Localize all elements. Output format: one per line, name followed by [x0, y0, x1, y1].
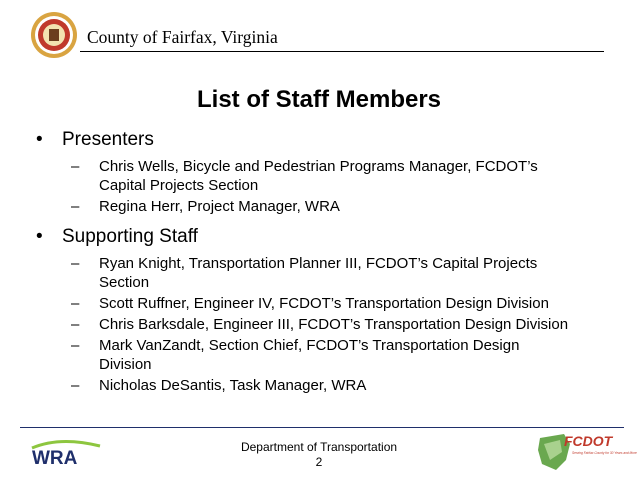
staff-member-text: Chris Wells, Bicycle and Pedestrian Programs Manager, FCDOT’s [99, 158, 538, 175]
staff-member-item [28, 336, 608, 374]
header-divider [80, 51, 604, 52]
staff-member-text: Section [99, 274, 150, 291]
dash-icon: – [71, 198, 80, 215]
page-number: 2 [315, 455, 323, 469]
fcdot-logo-text: FCDOT [564, 433, 613, 449]
dash-icon: – [71, 295, 80, 312]
dash-icon: – [71, 377, 80, 394]
county-name: County of Fairfax, Virginia [87, 27, 278, 47]
section-heading [28, 129, 608, 151]
wra-logo-text: WRA [32, 448, 78, 469]
dash-icon: – [71, 337, 80, 354]
staff-list [28, 129, 608, 395]
staff-member-item [28, 157, 608, 195]
section-heading-text: Supporting Staff [62, 226, 198, 247]
footer-divider [20, 427, 624, 428]
bullet-icon: • [36, 226, 43, 247]
staff-member-item [28, 294, 608, 313]
bullet-icon: • [36, 129, 43, 150]
staff-member-text: Capital Projects Section [99, 177, 259, 194]
staff-member-text: Mark VanZandt, Section Chief, FCDOT’s Transportation Design [99, 337, 520, 354]
staff-member-text: Ryan Knight, Transportation Planner III, FCDOT’s Capital Projects [99, 255, 538, 272]
slide-title: List of Staff Members [196, 86, 442, 113]
county-seal-icon [30, 11, 78, 59]
staff-member-text: Scott Ruffner, Engineer IV, FCDOT’s Transportation Design Division [99, 295, 549, 312]
staff-member-item [28, 376, 608, 395]
fcdot-logo-icon [536, 430, 637, 474]
dash-icon: – [71, 158, 80, 175]
staff-member-text: Division [99, 356, 152, 373]
footer-department: Department of Transportation [240, 440, 398, 454]
staff-member-item [28, 254, 608, 292]
staff-member-text: Nicholas DeSantis, Task Manager, WRA [99, 377, 367, 394]
dash-icon: – [71, 255, 80, 272]
section-heading-text: Presenters [62, 129, 154, 150]
section-heading [28, 226, 608, 248]
staff-member-item [28, 197, 608, 216]
staff-member-text: Chris Barksdale, Engineer III, FCDOT’s Transportation Design Division [99, 316, 569, 333]
fcdot-tagline: Serving Fairfax County for 30 Years and More [572, 451, 637, 455]
staff-member-text: Regina Herr, Project Manager, WRA [99, 198, 340, 215]
staff-member-item [28, 315, 608, 334]
dash-icon: – [71, 316, 80, 333]
